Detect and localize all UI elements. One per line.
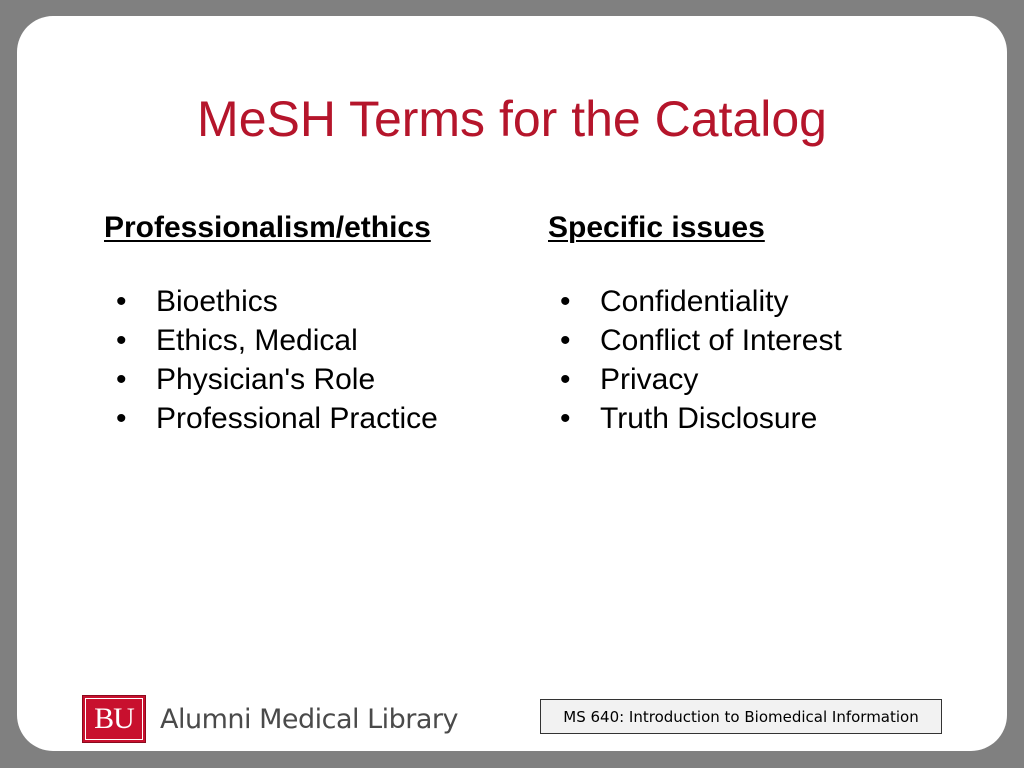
course-label: MS 640: Introduction to Biomedical Information bbox=[540, 699, 942, 734]
list-item bbox=[104, 399, 438, 438]
bullet-icon: • bbox=[116, 363, 127, 396]
term-label: Truth Disclosure bbox=[600, 402, 818, 435]
term-list bbox=[548, 282, 842, 438]
term-label: Conflict of Interest bbox=[600, 324, 842, 357]
column-professionalism bbox=[104, 210, 438, 438]
column-specific-issues bbox=[548, 210, 842, 438]
term-label: Physician's Role bbox=[156, 363, 376, 396]
slide-title: MeSH Terms for the Catalog bbox=[197, 91, 827, 147]
bullet-icon: • bbox=[116, 285, 127, 318]
term-label: Bioethics bbox=[156, 285, 278, 318]
term-label: Privacy bbox=[600, 363, 699, 396]
list-item bbox=[548, 321, 842, 360]
library-name: Alumni Medical Library bbox=[160, 703, 459, 735]
column-heading: Professionalism/ethics bbox=[104, 211, 431, 244]
term-list bbox=[104, 282, 438, 438]
bullet-icon: • bbox=[560, 402, 571, 435]
list-item bbox=[104, 282, 438, 321]
list-item bbox=[104, 321, 438, 360]
bullet-icon: • bbox=[116, 324, 127, 357]
library-logo bbox=[82, 694, 458, 744]
bullet-icon: • bbox=[560, 363, 571, 396]
term-label: Professional Practice bbox=[156, 402, 438, 435]
bullet-icon: • bbox=[116, 402, 127, 435]
list-item bbox=[548, 360, 842, 399]
column-heading: Specific issues bbox=[548, 211, 765, 244]
list-item bbox=[548, 399, 842, 438]
bu-logo-icon bbox=[82, 695, 146, 743]
slide bbox=[17, 16, 1007, 751]
bullet-icon: • bbox=[560, 285, 571, 318]
list-item bbox=[104, 360, 438, 399]
bu-logo-mark: BU bbox=[85, 698, 143, 740]
list-item bbox=[548, 282, 842, 321]
term-label: Ethics, Medical bbox=[156, 324, 358, 357]
term-label: Confidentiality bbox=[600, 285, 789, 318]
bullet-icon: • bbox=[560, 324, 571, 357]
